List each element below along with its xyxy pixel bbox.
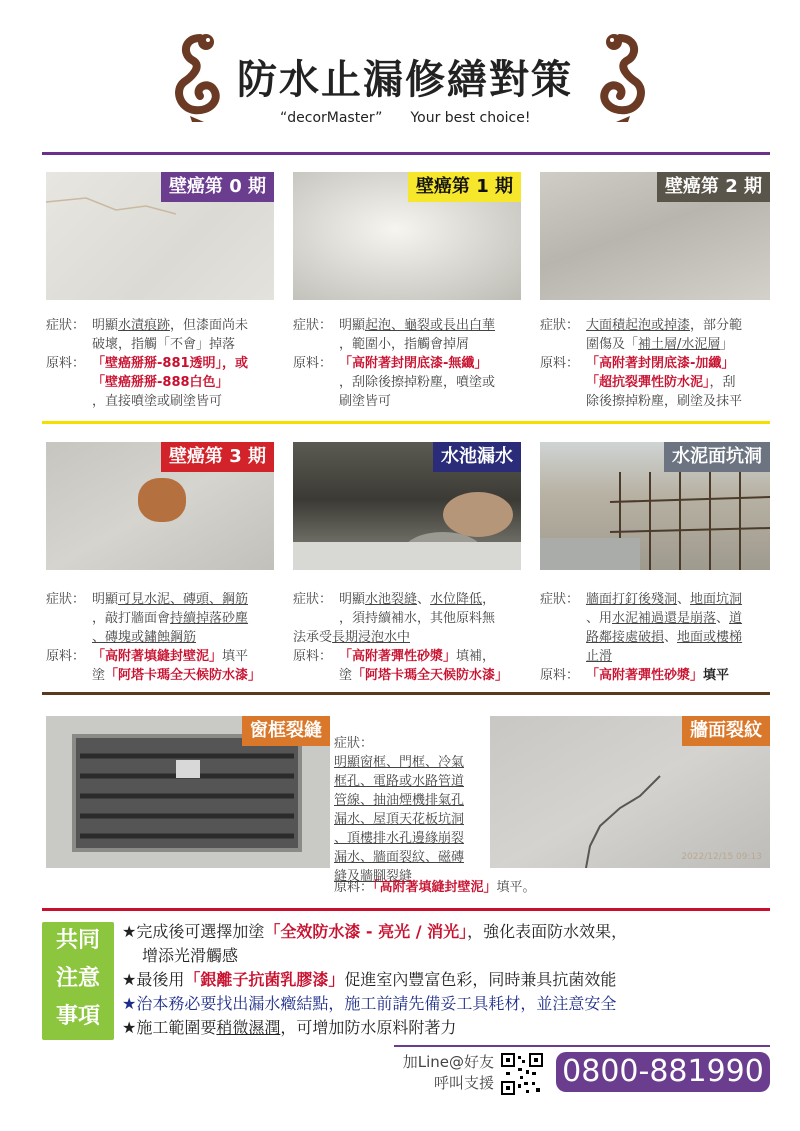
note-product: 「全效防水漆 - 亮光 / 消光」 [264, 922, 468, 941]
symptom-label: 症狀： [293, 592, 333, 607]
divider-brown [42, 692, 770, 695]
tagline [280, 110, 530, 126]
symptom-key: 牆面打釘後殘洞 [586, 592, 678, 607]
symptom-key: 大面積起泡或掉漆 [586, 318, 691, 333]
material-window-wall-cracks [334, 878, 634, 897]
note-text: 促進室內豐富色彩，同時兼具抗菌效能 [344, 970, 617, 989]
contact-divider [394, 1045, 770, 1047]
badge-concrete-holes: 水泥面坑洞 [664, 442, 770, 472]
symptom-text: ， [482, 592, 496, 607]
desc-concrete-holes [540, 590, 780, 685]
note-item [122, 968, 772, 992]
symptom-key: 持續掉落砂塵 [170, 611, 249, 626]
material-product: 「高附著彈性砂漿」 [339, 649, 457, 664]
photo-stage-3 [46, 442, 274, 570]
symptom-label: 症狀： [540, 318, 580, 333]
material-product: 「高附著封閉底漆-加纖」 [586, 356, 735, 371]
material-text: ，直接噴塗或刷塗皆可 [92, 394, 223, 409]
notes-heading [42, 922, 114, 1040]
note-product: 「銀離子抗菌乳膠漆」 [184, 970, 345, 989]
symptom-key: 補土層/水泥層 [638, 337, 721, 352]
desc-window-wall-cracks [334, 734, 494, 886]
note-item: ★治本務必要找出漏水癥結點，施工前請先備妥工具耗材，並注意安全 [122, 994, 617, 1013]
material-product: 「高附著填縫封壁泥」 [373, 880, 497, 895]
material-text: 填平 [703, 668, 730, 683]
material-text: 塗 [92, 668, 106, 683]
material-label: 原料： [540, 356, 580, 371]
note-text: ★完成後可選擇加塗 [122, 922, 265, 941]
notes-heading-line: 注意 [55, 966, 100, 991]
badge-pool-leak: 水池漏水 [433, 442, 521, 472]
badge-wall-cracks: 牆面裂紋 [682, 716, 770, 746]
symptom-text: 、用 [586, 611, 613, 626]
material-product: 「高附著封閉底漆-無纖」 [339, 356, 488, 371]
material-product: 「壁癌掰掰-888白色」 [92, 375, 229, 390]
material-label: 原料： [293, 356, 333, 371]
note-item [122, 1016, 772, 1040]
symptom-key: 水位降低 [430, 592, 483, 607]
symptom-key: 路鄰接處破損 [586, 630, 665, 645]
photo-date-stamp: 2022/12/15 09:13 [681, 852, 762, 862]
symptom-key: 止滑 [586, 649, 613, 664]
material-product: 「超抗裂彈性防水泥」 [586, 375, 710, 390]
symptom-text: 破壞，指觸「不會」掉落 [92, 337, 236, 352]
material-text: 填平 [222, 649, 249, 664]
symptom-label: 症狀： [540, 592, 580, 607]
desc-stage-2 [540, 316, 780, 411]
notes-heading-line: 共同 [55, 928, 100, 953]
symptom-key: 道 [729, 611, 743, 626]
symptom-key: 地面或樓梯 [677, 630, 743, 645]
photo-wall-cracks [490, 716, 770, 868]
badge-stage-1: 壁癌第 1 期 [408, 172, 521, 202]
symptom-label: 症狀： [334, 736, 374, 751]
page-title: 防水止漏修繕對策 [237, 56, 573, 103]
symptom-text: ，但漆面尚未 [170, 318, 249, 333]
symptom-key: 長期浸泡水中 [332, 630, 411, 645]
note-text: ，強化表面防水效果， [467, 922, 628, 941]
note-text: ★最後用 [122, 970, 185, 989]
symptom-text: ，部分範 [690, 318, 743, 333]
symptom-text: ，範圍小，指觸會掉屑 [339, 337, 470, 352]
material-text: ，刮 [709, 375, 736, 390]
symptom-text: 法承受 [293, 630, 333, 645]
symptom-label: 症狀： [46, 592, 86, 607]
material-text: ，刮除後擦掉粉塵，噴塗或 [339, 375, 496, 390]
symptom-line: 漏水、屋頂天花板坑洞 [334, 812, 465, 827]
divider-red [42, 908, 770, 911]
symptom-text: ，須持續補水，其他原料無 [339, 611, 496, 626]
symptom-text: ，敲打牆面會 [92, 611, 171, 626]
symptom-text: 、 [677, 592, 691, 607]
symptom-line: 、頂樓排水孔邊緣崩裂 [334, 831, 465, 846]
photo-stage-1 [293, 172, 521, 300]
symptom-text: 圍傷及「 [586, 337, 639, 352]
desc-pool-leak [293, 590, 533, 685]
desc-stage-1 [293, 316, 525, 411]
notes-list [122, 920, 772, 1040]
symptom-text: 明顯 [339, 592, 366, 607]
material-label: 原料： [540, 668, 580, 683]
symptom-key: 起泡、龜裂或長出白華 [365, 318, 496, 333]
symptom-key: 水漬痕跡 [118, 318, 171, 333]
material-product: 「阿塔卡瑪全天候防水漆」 [352, 668, 509, 683]
photo-pool-leak [293, 442, 521, 570]
photo-concrete-holes [540, 442, 770, 570]
contact-line-text [394, 1052, 494, 1094]
material-product: 「壁癌掰掰-881透明」 [92, 356, 223, 371]
material-product: 「高附著彈性砂漿」 [586, 668, 704, 683]
line-add-friend[interactable]: 加Line@好友 [402, 1053, 494, 1071]
symptom-key: 、磚塊或鏽蝕鋼筋 [92, 630, 197, 645]
desc-stage-3 [46, 590, 282, 685]
dragon-ornament-right-icon [590, 30, 650, 125]
notes-heading-line: 事項 [55, 1004, 100, 1029]
tagline-slogan: Your best choice! [410, 110, 531, 126]
badge-stage-2: 壁癌第 2 期 [657, 172, 770, 202]
material-text: 刷塗皆可 [339, 394, 392, 409]
symptom-line: 縫及牆腳裂縫 [334, 869, 413, 884]
symptom-text: 」 [720, 337, 734, 352]
symptom-text: 明顯 [92, 318, 119, 333]
material-label: 原料： [46, 649, 86, 664]
symptom-label: 症狀： [293, 318, 333, 333]
material-text: 填補， [456, 649, 496, 664]
symptom-text: 、 [664, 630, 678, 645]
symptom-text: 明顯 [339, 318, 366, 333]
symptom-text: 明顯 [92, 592, 119, 607]
note-text: ★施工範圍要 [122, 1018, 217, 1037]
symptom-text: 、 [716, 611, 730, 626]
badge-window-frame: 窗框裂縫 [242, 716, 330, 746]
badge-stage-0: 壁癌第 0 期 [161, 172, 274, 202]
tagline-brand: “decorMaster” [280, 110, 383, 126]
note-item [122, 920, 772, 944]
symptom-key: 水泥補過還是崩落 [612, 611, 717, 626]
material-text: 填平。 [496, 880, 536, 895]
symptom-key: 水池裂縫 [365, 592, 418, 607]
photo-stage-0 [46, 172, 274, 300]
material-text: 除後擦掉粉塵，刷塗及抹平 [586, 394, 743, 409]
symptom-label: 症狀： [46, 318, 86, 333]
material-product: 「阿塔卡瑪全天候防水漆」 [105, 668, 262, 683]
material-product: 「高附著填縫封壁泥」 [92, 649, 223, 664]
symptom-line: 漏水、牆面裂紋、磁磚 [334, 850, 465, 865]
dragon-ornament-left-icon [170, 30, 230, 125]
photo-stage-2 [540, 172, 770, 300]
material-text: ，或 [222, 356, 249, 371]
material-text: 塗 [339, 668, 353, 683]
phone-number[interactable]: 0800-881990 [556, 1052, 770, 1092]
divider-yellow [42, 421, 770, 424]
symptom-text: 、 [417, 592, 431, 607]
badge-stage-3: 壁癌第 3 期 [161, 442, 274, 472]
symptom-key: 可見水泥、磚頭、鋼筋 [118, 592, 249, 607]
call-support: 呼叫支援 [433, 1074, 494, 1092]
material-label: 原料： [293, 649, 333, 664]
note-text: ，可增加防水原料附著力 [280, 1018, 457, 1037]
symptom-line: 明顯窗框、門框、冷氣 [334, 755, 465, 770]
photo-window-frame [46, 716, 330, 868]
symptom-line: 框孔、電路或水路管道 [334, 774, 465, 789]
symptom-line: 管線、抽油煙機排氣孔 [334, 793, 465, 808]
divider-purple [42, 152, 770, 155]
material-label: 原料： [334, 880, 374, 895]
qr-code-icon[interactable] [500, 1052, 544, 1096]
material-label: 原料： [46, 356, 86, 371]
note-key: 稍微濕潤 [216, 1018, 281, 1037]
note-text: 增添光滑觸感 [142, 946, 239, 965]
symptom-key: 地面坑洞 [690, 592, 743, 607]
desc-stage-0 [46, 316, 278, 411]
